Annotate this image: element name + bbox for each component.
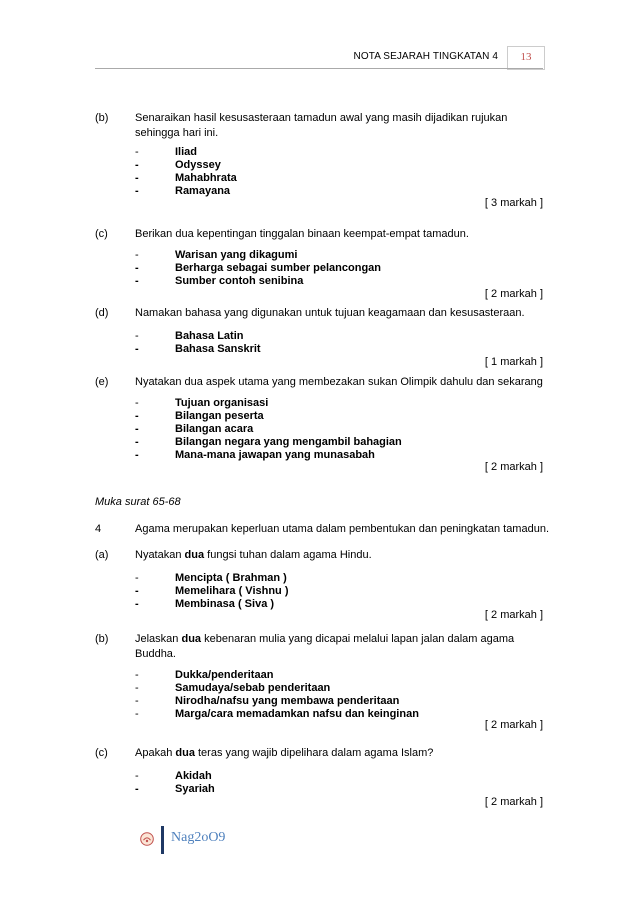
bullet: - [135,330,139,342]
answer-item: Membinasa ( Siva ) [175,598,275,610]
answer-item: Ramayana [175,185,231,197]
question-label: (c) [95,228,108,240]
question-text: Nyatakan dua fungsi tuhan dalam agama Hindu. [135,549,372,561]
answer-item: Mana-mana jawapan yang munasabah [175,449,375,461]
answer-item: Memelihara ( Vishnu ) [175,585,289,597]
bullet: - [135,146,139,158]
page-footer [140,822,340,856]
bullet: - [135,572,139,584]
question-label: (a) [95,549,109,561]
answer-item: Dukka/penderitaan [175,669,274,681]
answer-item: Bilangan negara yang mengambil bahagian [175,436,402,448]
bullet: - [135,397,139,409]
bullet: - [135,159,139,171]
bullet: - [135,423,139,435]
answer-item: Mahabhrata [175,172,237,184]
bullet: - [135,172,139,184]
question-text: Apakah dua teras yang wajib dipelihara dalam agama Islam? [135,747,434,759]
marks-label: [ 2 markah ] [484,796,543,808]
answer-item: Akidah [175,770,212,782]
answer-item: Odyssey [175,159,221,171]
question-text: Nyatakan dua aspek utama yang membezakan sukan Olimpik dahulu dan sekarang [135,376,543,388]
question-label: (d) [95,307,109,319]
header-rule [95,68,543,69]
bullet: - [135,598,139,610]
answer-item: Bilangan peserta [175,410,264,422]
marks-label: [ 2 markah ] [484,719,543,731]
marks-label: [ 2 markah ] [484,288,543,300]
page-number: 13 [520,51,532,63]
answer-item: Tujuan organisasi [175,397,269,409]
bullet: - [135,262,139,274]
bullet: - [135,436,139,448]
bullet: - [135,783,139,795]
answer-item: Samudaya/sebab penderitaan [175,682,331,694]
question-text: Buddha. [135,648,176,660]
marks-label: [ 2 markah ] [484,461,543,473]
bullet: - [135,343,139,355]
page-reference: Muka surat 65-68 [95,496,181,508]
bullet: - [135,669,139,681]
answer-item: Berharga sebagai sumber pelancongan [175,262,382,274]
footer-bar [161,826,164,854]
marks-label: [ 1 markah ] [484,356,543,368]
marks-label: [ 3 markah ] [484,197,543,209]
header-title: NOTA SEJARAH TINGKATAN 4 [353,51,498,62]
question-number: 4 [95,523,102,535]
footer-brand: Nag2oO9 [171,830,226,845]
page-number-box [507,46,545,70]
answer-item: Sumber contoh senibina [175,275,304,287]
bullet: - [135,695,139,707]
answer-item: Marga/cara memadamkan nafsu dan keinginan [175,708,419,720]
question-text: Senaraikan hasil kesusasteraan tamadun awal yang masih dijadikan rujukan [135,112,508,124]
answer-item: Warisan yang dikagumi [175,249,298,261]
bullet: - [135,449,139,461]
question-text: Agama merupakan keperluan utama dalam pembentukan dan peningkatan tamadun. [135,523,549,535]
answer-item: Mencipta ( Brahman ) [175,572,287,584]
badge-logo-icon [140,832,154,846]
question-text: Namakan bahasa yang digunakan untuk tujuan keagamaan dan kesusasteraan. [135,307,525,319]
question-text: Berikan dua kepentingan tinggalan binaan keempat-empat tamadun. [135,228,469,240]
bullet: - [135,770,139,782]
bullet: - [135,708,139,720]
question-label: (b) [95,633,109,645]
answer-item: Bahasa Latin [175,330,244,342]
question-label: (e) [95,376,109,388]
bullet: - [135,249,139,261]
bullet: - [135,682,139,694]
page-header [0,46,638,76]
question-label: (c) [95,747,108,759]
answer-item: Syariah [175,783,215,795]
question-text: sehingga hari ini. [135,127,219,139]
bullet: - [135,185,139,197]
question-label: (b) [95,112,109,124]
answer-item: Bilangan acara [175,423,254,435]
bullet: - [135,585,139,597]
answer-item: Iliad [175,146,198,158]
bullet: - [135,410,139,422]
bullet: - [135,275,139,287]
question-text: Jelaskan dua kebenaran mulia yang dicapai melalui lapan jalan dalam agama [135,633,515,645]
marks-label: [ 2 markah ] [484,609,543,621]
answer-item: Bahasa Sanskrit [175,343,261,355]
answer-item: Nirodha/nafsu yang membawa penderitaan [175,695,400,707]
